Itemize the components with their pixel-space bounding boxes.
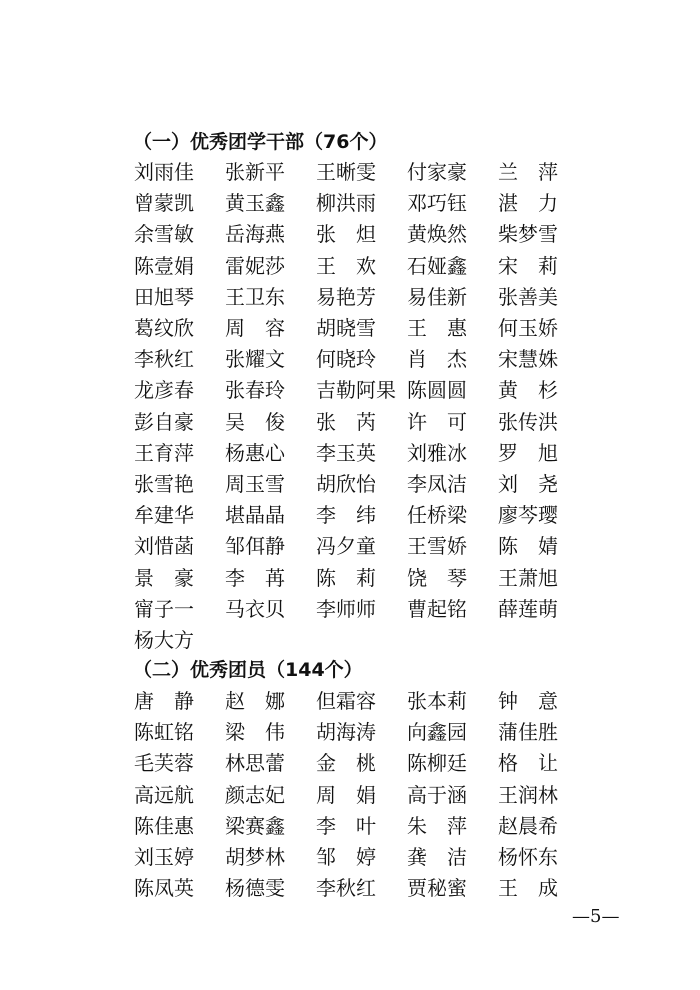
person-name: 饶琴	[407, 565, 487, 590]
person-name: 余雪敏	[134, 222, 194, 247]
person-name: 邹佴静	[225, 534, 285, 559]
person-name: 王润林	[498, 782, 558, 807]
person-name: 刘惜菡	[134, 534, 194, 559]
person-name: 胡海涛	[316, 720, 376, 745]
person-name: 陈虹铭	[134, 720, 194, 745]
person-name: 彭自豪	[134, 409, 194, 434]
person-name: 吉勒阿果	[316, 378, 396, 403]
person-name: 张耀文	[225, 347, 285, 372]
person-name: 刘尧	[498, 472, 578, 496]
person-name: 杨大方	[134, 628, 194, 652]
person-name: 曾蒙凯	[134, 191, 194, 216]
person-name: 张春玲	[225, 378, 285, 403]
person-name: 黄玉鑫	[225, 191, 285, 216]
person-name: 梁伟	[225, 720, 305, 745]
person-name: 吴俊	[225, 409, 305, 434]
person-name: 宋莉	[498, 253, 578, 278]
person-name: 葛纹欣	[134, 316, 194, 340]
person-name: 黄杉	[498, 378, 578, 403]
person-name: 李苒	[225, 565, 305, 590]
person-name: 但霜容	[316, 689, 376, 713]
person-name: 柴梦雪	[498, 222, 558, 247]
person-name: 高远航	[134, 782, 194, 807]
person-name: 陈佳惠	[134, 813, 194, 838]
person-name: 曹起铭	[407, 596, 467, 621]
section1-heading: （一）优秀团学干部（76个）	[133, 131, 388, 153]
person-name: 柳洪雨	[316, 191, 376, 216]
person-name: 陈圆圆	[407, 378, 467, 403]
person-name: 罗旭	[498, 440, 578, 465]
person-name: 刘玉婷	[134, 845, 194, 869]
person-name: 胡梦林	[225, 845, 285, 869]
person-name: 景豪	[134, 565, 214, 590]
person-name: 张炟	[316, 222, 396, 247]
person-name: 王欢	[316, 253, 396, 278]
person-name: 马衣贝	[225, 596, 285, 621]
person-name: 李纬	[316, 503, 396, 528]
page-number: —5—	[572, 906, 620, 927]
person-name: 兰萍	[498, 160, 578, 184]
person-name: 张传洪	[498, 409, 558, 434]
person-name: 颜志妃	[225, 782, 285, 807]
person-name: 张芮	[316, 409, 396, 434]
person-name: 冯夕童	[316, 534, 376, 559]
person-name: 周娟	[316, 782, 396, 807]
person-name: 杨德雯	[225, 876, 285, 901]
person-name: 林思蕾	[225, 751, 285, 776]
person-name: 胡欣怡	[316, 472, 376, 496]
person-name: 杨怀东	[498, 845, 558, 869]
person-name: 王成	[498, 876, 578, 901]
person-name: 石娅鑫	[407, 253, 467, 278]
person-name: 张雪艳	[134, 472, 194, 496]
person-name: 廖芩璎	[498, 503, 558, 528]
person-name: 任桥梁	[407, 503, 467, 528]
person-name: 薛莲萌	[498, 596, 558, 621]
person-name: 李玉英	[316, 440, 376, 465]
person-name: 金桃	[316, 751, 396, 776]
person-name: 王雪娇	[407, 534, 467, 559]
person-name: 何晓玲	[316, 347, 376, 372]
person-name: 赵晨希	[498, 813, 558, 838]
person-name: 田旭琴	[134, 284, 194, 309]
person-name: 邓巧钰	[407, 191, 467, 216]
person-name: 岳海燕	[225, 222, 285, 247]
person-name: 张新平	[225, 160, 285, 184]
section2-heading: （二）优秀团员（144个）	[133, 659, 363, 681]
person-name: 周玉雪	[225, 472, 285, 496]
person-name: 堪晶晶	[225, 503, 285, 528]
person-name: 李秋红	[316, 876, 376, 901]
person-name: 刘雨佳	[134, 160, 194, 184]
person-name: 格让	[498, 751, 578, 776]
person-name: 牟建华	[134, 503, 194, 528]
person-name: 贾秘蜜	[407, 876, 467, 901]
person-name: 唐静	[134, 689, 214, 713]
person-name: 刘雅冰	[407, 440, 467, 465]
person-name: 黄焕然	[407, 222, 467, 247]
person-name: 周容	[225, 316, 305, 340]
person-name: 付家豪	[407, 160, 467, 184]
person-name: 张本莉	[407, 689, 467, 713]
person-name: 向鑫园	[407, 720, 467, 745]
person-name: 高于涵	[407, 782, 467, 807]
person-name: 陈柳廷	[407, 751, 467, 776]
person-name: 张善美	[498, 284, 558, 309]
person-name: 王育萍	[134, 440, 194, 465]
person-name: 陈莉	[316, 565, 396, 590]
person-name: 宋慧姝	[498, 347, 558, 372]
person-name: 邹婷	[316, 845, 396, 869]
person-name: 易佳新	[407, 284, 467, 309]
person-name: 易艳芳	[316, 284, 376, 309]
person-name: 李秋红	[134, 347, 194, 372]
person-name: 龚洁	[407, 845, 487, 869]
person-name: 雷妮莎	[225, 253, 285, 278]
person-name: 王晰雯	[316, 160, 376, 184]
person-name: 钟意	[498, 689, 578, 713]
person-name: 胡晓雪	[316, 316, 376, 340]
person-name: 陈壹娟	[134, 253, 194, 278]
person-name: 蒲佳胜	[498, 720, 558, 745]
person-name: 李凤洁	[407, 472, 467, 496]
person-name: 王萧旭	[498, 565, 558, 590]
person-name: 肖杰	[407, 347, 487, 372]
person-name: 李师师	[316, 596, 376, 621]
person-name: 毛芙蓉	[134, 751, 194, 776]
person-name: 杨惠心	[225, 440, 285, 465]
person-name: 陈凤英	[134, 876, 194, 901]
person-name: 梁赛鑫	[225, 813, 285, 838]
person-name: 朱萍	[407, 813, 487, 838]
person-name: 湛力	[498, 191, 578, 216]
person-name: 龙彦春	[134, 378, 194, 403]
person-name: 许可	[407, 409, 487, 434]
person-name: 李叶	[316, 813, 396, 838]
person-name: 王惠	[407, 316, 487, 340]
person-name: 陈婧	[498, 534, 578, 559]
person-name: 赵娜	[225, 689, 305, 713]
person-name: 甯子一	[134, 596, 194, 621]
person-name: 王卫东	[225, 284, 285, 309]
person-name: 何玉娇	[498, 316, 558, 340]
